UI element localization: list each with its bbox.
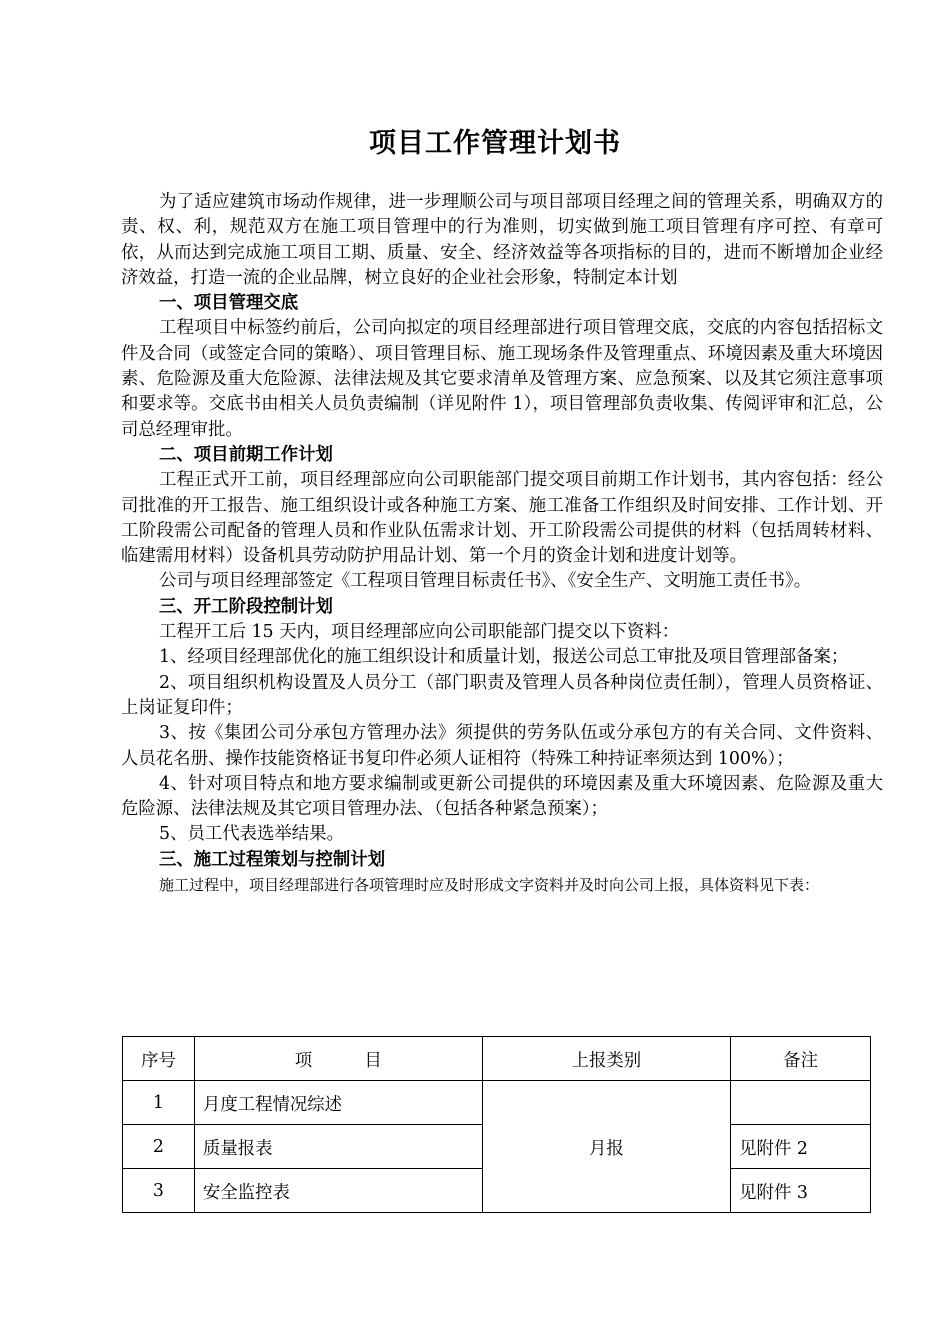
row-note: 见附件 2 bbox=[731, 1125, 871, 1169]
document-body bbox=[121, 190, 883, 898]
row-item: 质量报表 bbox=[194, 1125, 482, 1169]
section-3-item-4: 4、针对项目特点和地方要求编制或更新公司提供的环境因素及重大环境因素、危险源及重大危险源、法律法规及其它项目管理办法、（包括各种紧急预案）； bbox=[121, 773, 883, 820]
row-no: 1 bbox=[123, 1081, 195, 1125]
section-1-paragraph: 工程项目中标签约前后，公司向拟定的项目经理部进行项目管理交底，交底的内容包括招标文件及合同（或签定合同的策略）、项目管理目标、施工现场条件及管理重点、环境因素及重大环境因素、危险源及重大危险源、法律法规及其它要求清单及管理方案、应急预案、以及其它须注意事项和要求等。交底书由相关人员负责编制（详见附件 1），项目管理部负责收集、传阅评审和汇总，公司总经理审批。 bbox=[121, 318, 883, 440]
row-item: 安全监控表 bbox=[194, 1169, 482, 1213]
table-header-row bbox=[123, 1037, 871, 1081]
section-3-item-5: 5、员工代表选举结果。 bbox=[159, 824, 344, 845]
header-item: 项 目 bbox=[194, 1037, 482, 1081]
section-heading-3: 三、开工阶段控制计划 bbox=[159, 596, 333, 617]
row-no: 3 bbox=[123, 1169, 195, 1213]
table-row bbox=[123, 1081, 871, 1125]
row-item: 月度工程情况综述 bbox=[194, 1081, 482, 1125]
section-3-paragraph-intro: 工程开工后 15 天内，项目经理部应向公司职能部门提交以下资料： bbox=[159, 622, 680, 643]
section-2-paragraph-2: 公司与项目经理部签定《工程项目管理目标责任书》、《安全生产、文明施工责任书》。 bbox=[159, 571, 812, 592]
report-table bbox=[122, 1036, 871, 1213]
header-note: 备注 bbox=[731, 1037, 871, 1081]
row-note: 见附件 3 bbox=[731, 1169, 871, 1213]
page-title: 项目工作管理计划书 bbox=[369, 128, 621, 159]
section-3-item-1: 1、经项目经理部优化的施工组织设计和质量计划，报送公司总工审批及项目管理部备案； bbox=[159, 647, 849, 668]
header-no: 序号 bbox=[123, 1037, 195, 1081]
section-3-item-3: 3、按《集团公司分承包方管理办法》须提供的劳务队伍或分承包方的有关合同、文件资料、人员花名册、操作技能资格证书复印件必须人证相符（特殊工种持证率须达到 100%）； bbox=[121, 723, 883, 769]
row-no: 2 bbox=[123, 1125, 195, 1169]
section-2-paragraph-1: 工程正式开工前，项目经理部应向公司职能部门提交项目前期工作计划书，其内容包括：经公司批准的开工报告、施工组织设计或各种施工方案、施工准备工作组织及时间安排、工作计划、开工阶段需公司配备的管理人员和作业队伍需求计划、开工阶段需公司提供的材料（包括周转材料、临建需用材料）设备机具劳动防护用品计划、第一个月的资金计划和进度计划等。 bbox=[121, 470, 883, 567]
intro-paragraph: 为了适应建筑市场动作规律，进一步理顺公司与项目部项目经理之间的管理关系，明确双方的责、权、利，规范双方在施工项目管理中的行为准则，切实做到施工项目管理有序可控、有章可依，从而达到完成施工项目工期、质量、安全、经济效益等各项指标的目的，进而不断增加企业经济效益，打造一流的企业品牌，树立良好的企业社会形象，特制定本计划 bbox=[121, 192, 883, 288]
row-category-merged: 月报 bbox=[482, 1081, 731, 1213]
header-category: 上报类别 bbox=[482, 1037, 731, 1081]
section-heading-4: 三、施工过程策划与控制计划 bbox=[159, 849, 386, 870]
section-heading-1: 一、项目管理交底 bbox=[159, 293, 299, 314]
section-4-paragraph: 施工过程中，项目经理部进行各项管理时应及时形成文字资料并及时向公司上报，具体资料见下表： bbox=[159, 876, 820, 895]
row-note bbox=[731, 1081, 871, 1125]
section-3-item-2: 2、项目组织机构设置及人员分工（部门职责及管理人员各种岗位责任制），管理人员资格证、上岗证复印件； bbox=[121, 672, 883, 718]
section-heading-2: 二、项目前期工作计划 bbox=[159, 444, 333, 465]
